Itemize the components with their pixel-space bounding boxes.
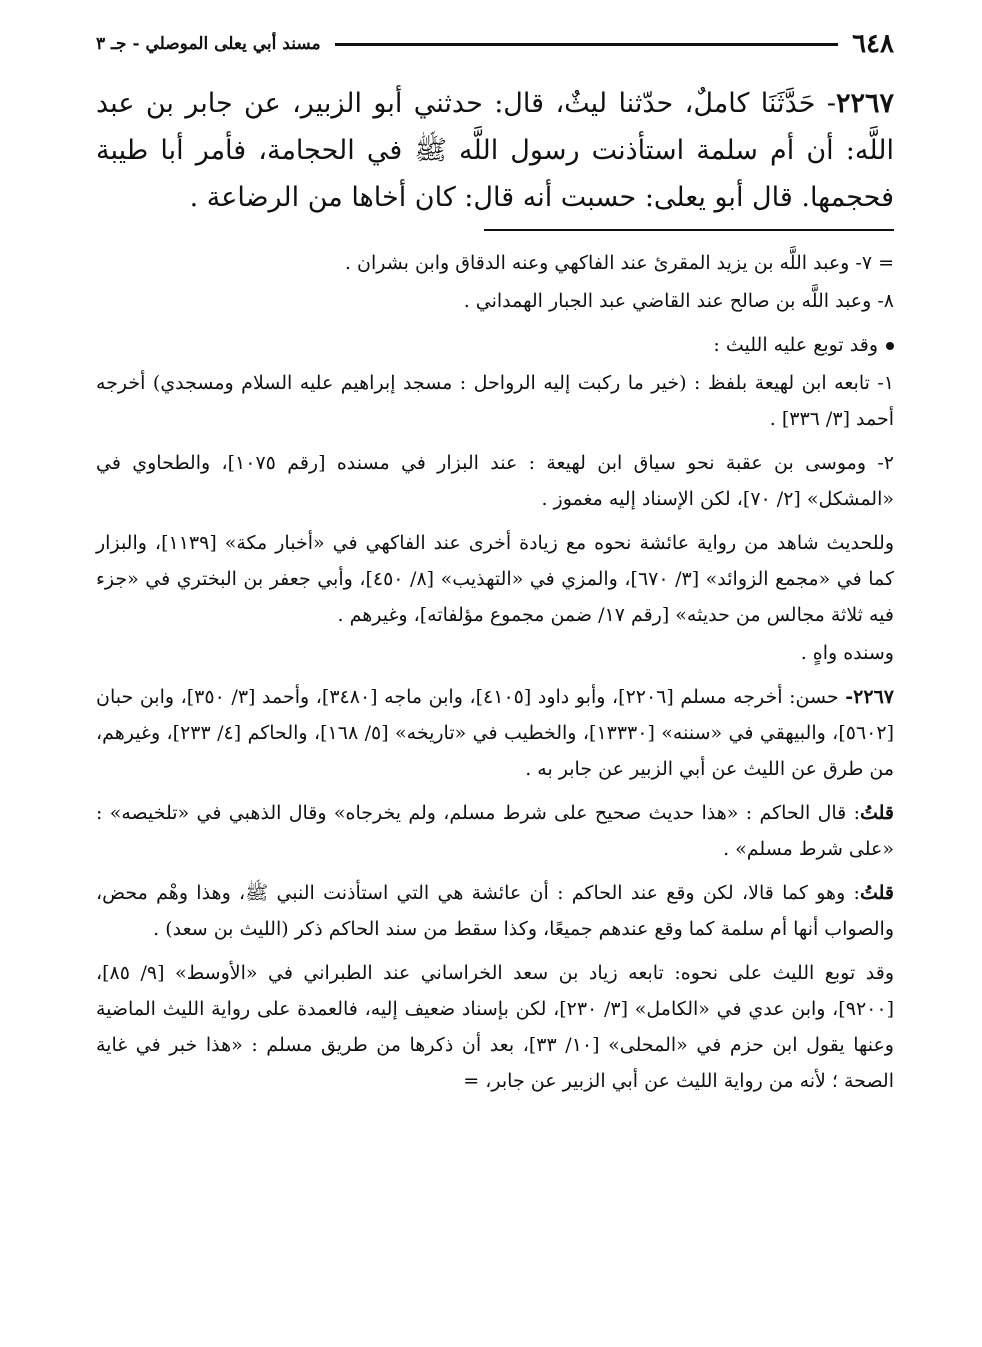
- takhrij-paragraph: [96, 679, 894, 787]
- header-rule: [335, 43, 838, 46]
- footnote-line: وللحديث شاهد من رواية عائشة نحوه مع زيادة أخرى عند الفاكهي في «أخبار مكة» [١١٣٩]، والبزار كما في «مجمع الزوائد» [٣/ ٦٧٠]، والمزي في «التهذيب» [٨/ ٤٥٠]، وأبي جعفر بن البختري في «جزء فيه ثلاثة مجالس من حديثه» [رقم ١٧/ ضمن مجموع مؤلفاته]، وغيرهم .: [96, 532, 895, 626]
- footnote-line: ١- تابعه ابن لهيعة بلفظ : (خير ما ركبت إليه الرواحل : مسجد إبراهيم عليه السلام ومسجدي) أخرجه أحمد [٣/ ٣٣٦] .: [96, 372, 894, 430]
- footnote-line: ٢- وموسى بن عقبة نحو سياق ابن لهيعة : عند البزار في مسنده [رقم ١٠٧٥]، والطحاوي في «المشكل» [٢/ ٧٠]، لكن الإسناد إليه مغموز .: [96, 452, 894, 510]
- footnote-line: وسنده واهٍ .: [800, 642, 894, 664]
- comment-lead: قلتُ: [859, 882, 894, 904]
- hadith-paragraph: [96, 80, 894, 221]
- comment-lead: قلتُ: [859, 802, 894, 824]
- footnote-line: [96, 327, 894, 363]
- footnote-line: وقد توبع الليث على نحوه: تابعه زياد بن سعد الخراساني عند الطبراني في «الأوسط» [٩/ ٨٥]، [٩٢٠٠]، وابن عدي في «الكامل» [٣/ ٢٣٠]، لكن بإسناد ضعيف إليه، فالعمدة على رواية الليث الماضية وعنها يقول ابن حزم في «المحلى» [١٠/ ٣٣]، بعد أن ذكرها من طريق مسلم : «هذا خبر في غاية الصحة ؛ لأنه من رواية الليث عن أبي الزبير عن جابر، =: [96, 962, 894, 1092]
- hadith-block: [96, 80, 894, 221]
- comment-text: : وهو كما قالا، لكن وقع عند الحاكم : أن عائشة هي التي استأذنت النبي ﷺ، وهذا وهْم محض، والصواب أنها أم سلمة كما وقع عندهم جميعًا، وكذا سقط من سند الحاكم ذكر (الليث بن سعد) .: [96, 882, 894, 940]
- running-header: [96, 24, 894, 64]
- footnote-separator: [484, 229, 894, 231]
- takhrij-text: حسن: أخرجه مسلم [٢٢٠٦]، وأبو داود [٤١٠٥]، وابن ماجه [٣٤٨٠]، وأحمد [٣/ ٣٥٠]، وابن حبان [٥٦٠٢]، والبيهقي في «سننه» [١٣٣٣٠]، والخطيب في «تاريخه» [٥/ ١٦٨]، والحاكم [٤/ ٢٣٣]، وغيرهم، من طرق عن الليث عن أبي الزبير عن جابر به .: [96, 686, 894, 780]
- takhrij-number: ٢٢٦٧-: [845, 686, 894, 708]
- footnotes: [96, 245, 894, 1107]
- hadith-text: - حَدَّثَنَا كاملٌ، حدّثنا ليثٌ، قال: حدثني أبو الزبير، عن جابر بن عبد اللَّه: أن أم سلمة استأذنت رسول اللَّه ﷺ في الحجامة، فأمر أبا طيبة فحجمها. قال أبو يعلى: حسبت أنه قال: كان أخاها من الرضاعة .: [96, 88, 894, 213]
- comment-text: : قال الحاكم : «هذا حديث صحيح على شرط مسلم، ولم يخرجاه» وقال الذهبي في «تلخيصه» : «على شرط مسلم» .: [96, 802, 894, 860]
- footnote-text: وقد توبع عليه الليث :: [713, 334, 878, 356]
- page-number: ٦٤٨: [852, 29, 894, 59]
- hadith-number: ٢٢٦٧: [835, 88, 894, 119]
- footnote-line: ٨- وعبد اللَّه بن صالح عند القاضي عبد الجبار الهمداني .: [463, 290, 894, 312]
- bullet-icon: [886, 342, 894, 350]
- footnote-line: = ٧- وعبد اللَّه بن يزيد المقرئ عند الفاكهي وعنه الدقاق وابن بشران .: [344, 252, 894, 274]
- comment-paragraph: [96, 875, 894, 947]
- comment-paragraph: [96, 795, 894, 867]
- book-title: مسند أبي يعلى الموصلي - جـ ٣: [96, 34, 321, 54]
